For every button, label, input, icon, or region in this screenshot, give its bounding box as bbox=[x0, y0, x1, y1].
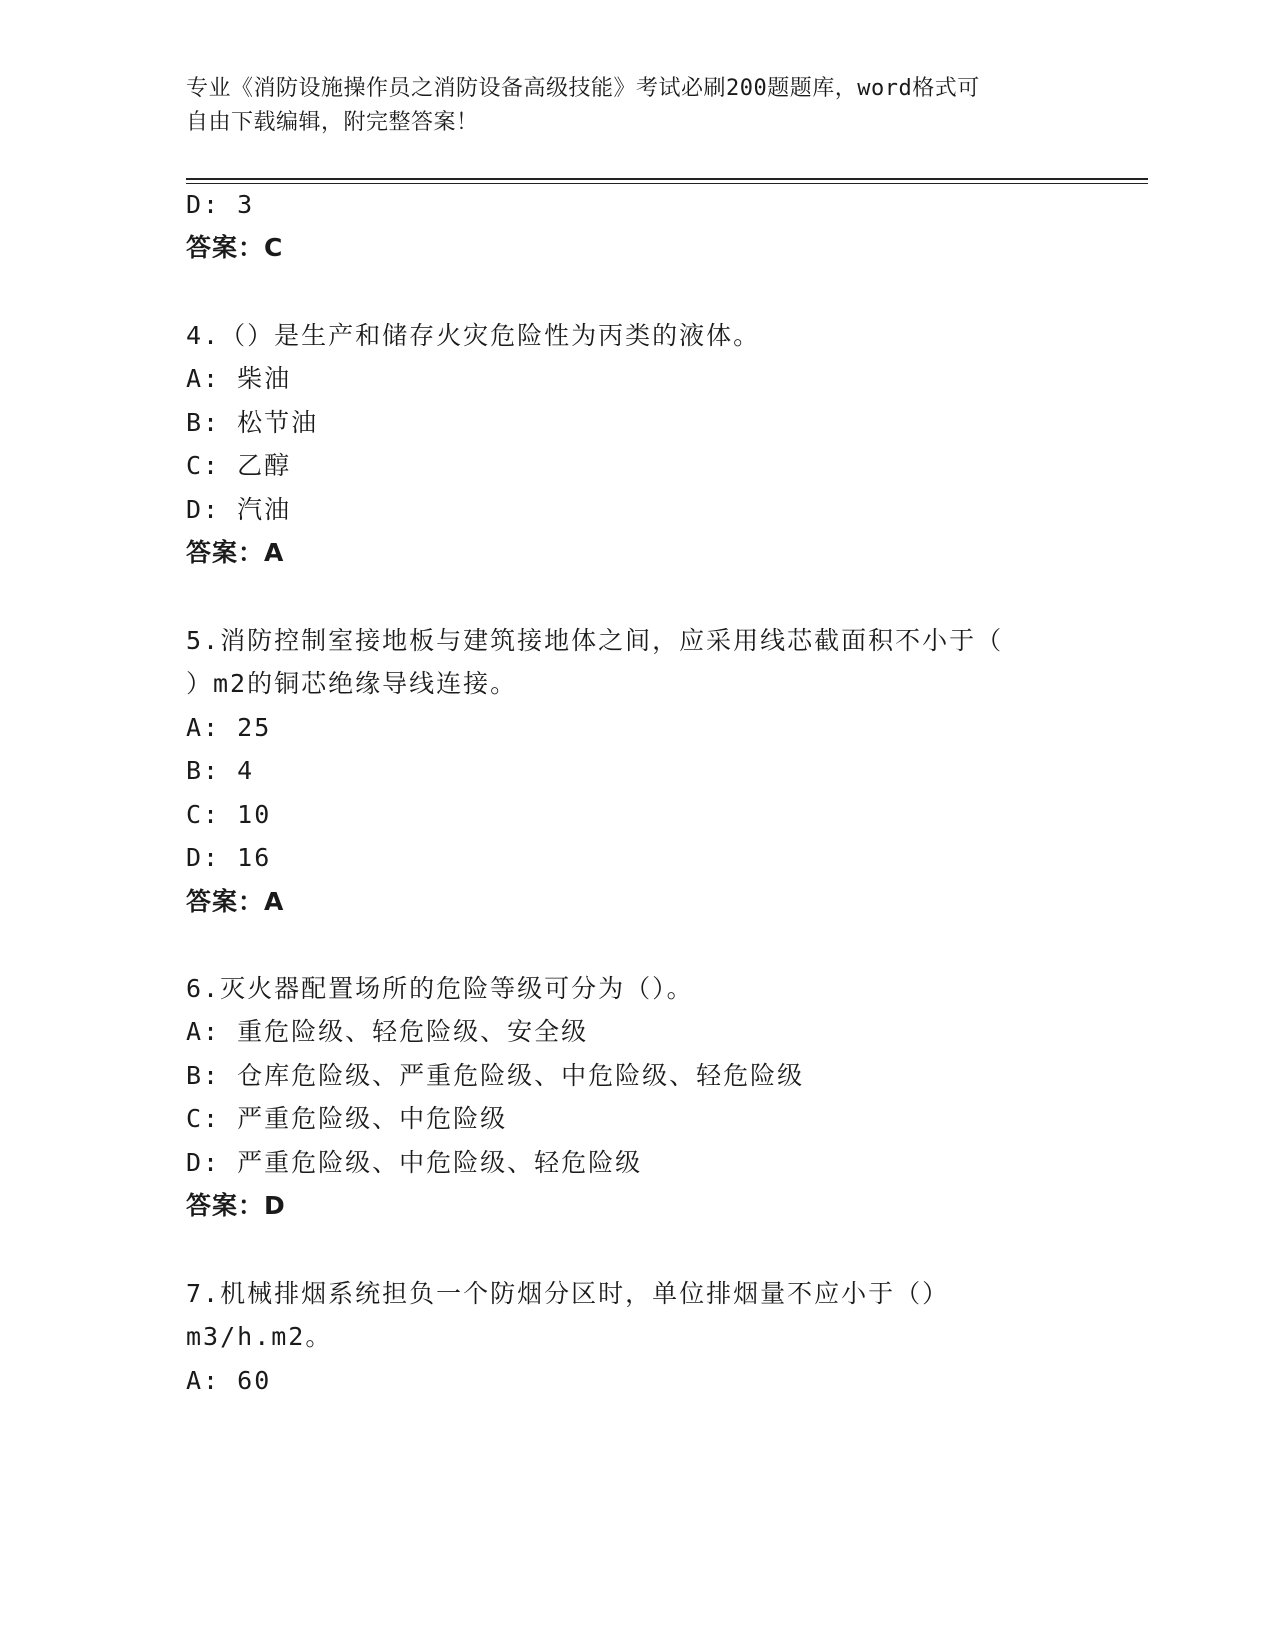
q4-stem: 4.（）是生产和储存火灾危险性为丙类的液体。 bbox=[186, 321, 761, 350]
q5-answer: 答案：A bbox=[186, 887, 285, 916]
header-line-1: 专业《消防设施操作员之消防设备高级技能》考试必刷200题题库，word格式可 bbox=[186, 76, 980, 101]
q5-option-c: C: 10 bbox=[186, 800, 272, 829]
q4-option-d: D: 汽油 bbox=[186, 495, 292, 524]
q7-stem-line-2: m3/h.m2。 bbox=[186, 1322, 333, 1351]
page-header bbox=[186, 72, 1086, 140]
q6-option-d: D: 严重危险级、中危险级、轻危险级 bbox=[186, 1148, 643, 1177]
q7-stem-line-1: 7.机械排烟系统担负一个防烟分区时，单位排烟量不应小于（） bbox=[186, 1279, 950, 1308]
header-divider-thin bbox=[186, 183, 1148, 184]
q6-option-b: B: 仓库危险级、严重危险级、中危险级、轻危险级 bbox=[186, 1061, 805, 1090]
q3-answer: 答案：C bbox=[186, 233, 284, 262]
q4-answer: 答案：A bbox=[186, 538, 285, 567]
q6-stem: 6.灭火器配置场所的危险等级可分为（）。 bbox=[186, 974, 694, 1003]
q5-option-a: A: 25 bbox=[186, 713, 272, 742]
header-line-2: 自由下载编辑，附完整答案！ bbox=[186, 110, 479, 135]
q4-option-c: C: 乙醇 bbox=[186, 451, 292, 480]
q6-answer: 答案：D bbox=[186, 1191, 286, 1220]
q4-option-b: B: 松节油 bbox=[186, 408, 319, 437]
q6-option-c: C: 严重危险级、中危险级 bbox=[186, 1104, 508, 1133]
q4-option-a: A: 柴油 bbox=[186, 364, 292, 393]
header-divider-thick bbox=[186, 178, 1148, 180]
q6-option-a: A: 重危险级、轻危险级、安全级 bbox=[186, 1017, 589, 1046]
q7-option-a: A: 60 bbox=[186, 1366, 272, 1395]
q5-option-d: D: 16 bbox=[186, 843, 272, 872]
q3-option-d: D: 3 bbox=[186, 190, 255, 219]
q5-stem-line-1: 5.消防控制室接地板与建筑接地体之间，应采用线芯截面积不小于（ bbox=[186, 626, 1004, 655]
q5-stem-line-2: ）m2的铜芯绝缘导线连接。 bbox=[186, 669, 518, 698]
q5-option-b: B: 4 bbox=[186, 756, 255, 785]
